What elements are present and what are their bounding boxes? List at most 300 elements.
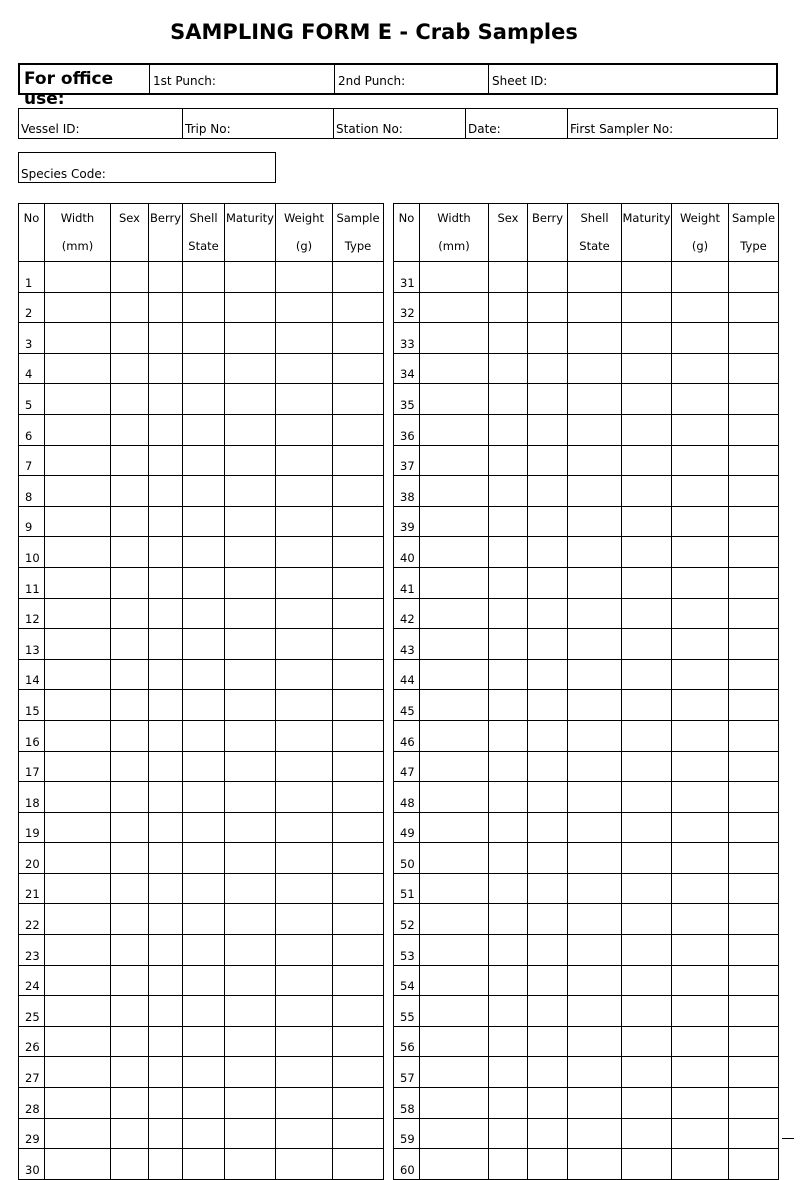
entry-cell[interactable]	[489, 567, 528, 598]
entry-cell[interactable]	[420, 812, 489, 843]
entry-cell[interactable]	[149, 353, 183, 384]
entry-cell[interactable]	[528, 965, 568, 996]
entry-cell[interactable]	[729, 720, 779, 751]
entry-cell[interactable]	[489, 414, 528, 445]
entry-cell[interactable]	[149, 598, 183, 629]
entry-cell[interactable]	[729, 904, 779, 935]
entry-cell[interactable]	[149, 1088, 183, 1119]
entry-cell[interactable]	[528, 659, 568, 690]
entry-cell[interactable]	[489, 629, 528, 660]
entry-cell[interactable]	[672, 873, 729, 904]
entry-cell[interactable]	[672, 476, 729, 507]
entry-cell[interactable]	[276, 353, 333, 384]
entry-cell[interactable]	[183, 843, 225, 874]
entry-cell[interactable]	[333, 445, 384, 476]
entry-cell[interactable]	[276, 1118, 333, 1149]
entry-cell[interactable]	[568, 629, 622, 660]
entry-cell[interactable]	[568, 1026, 622, 1057]
entry-cell[interactable]	[225, 629, 276, 660]
entry-cell[interactable]	[420, 1118, 489, 1149]
entry-cell[interactable]	[149, 935, 183, 966]
entry-cell[interactable]	[729, 384, 779, 415]
entry-cell[interactable]	[183, 414, 225, 445]
entry-cell[interactable]	[489, 1088, 528, 1119]
entry-cell[interactable]	[111, 598, 149, 629]
entry-cell[interactable]	[276, 445, 333, 476]
entry-cell[interactable]	[45, 1088, 111, 1119]
entry-cell[interactable]	[149, 414, 183, 445]
entry-cell[interactable]	[672, 1118, 729, 1149]
entry-cell[interactable]	[528, 445, 568, 476]
entry-cell[interactable]	[183, 506, 225, 537]
species-code-field[interactable]: Species Code:	[18, 152, 276, 183]
entry-cell[interactable]	[111, 262, 149, 293]
entry-cell[interactable]	[729, 292, 779, 323]
entry-cell[interactable]	[622, 323, 672, 354]
entry-cell[interactable]	[225, 1088, 276, 1119]
entry-cell[interactable]	[183, 1088, 225, 1119]
entry-cell[interactable]	[276, 904, 333, 935]
entry-cell[interactable]	[149, 843, 183, 874]
entry-cell[interactable]	[622, 537, 672, 568]
entry-cell[interactable]	[333, 751, 384, 782]
entry-cell[interactable]	[622, 782, 672, 813]
entry-cell[interactable]	[622, 506, 672, 537]
entry-cell[interactable]	[729, 812, 779, 843]
entry-cell[interactable]	[276, 292, 333, 323]
entry-cell[interactable]	[568, 1149, 622, 1180]
entry-cell[interactable]	[276, 476, 333, 507]
entry-cell[interactable]	[420, 965, 489, 996]
entry-cell[interactable]	[276, 659, 333, 690]
entry-cell[interactable]	[111, 1088, 149, 1119]
entry-cell[interactable]	[45, 812, 111, 843]
entry-cell[interactable]	[729, 1057, 779, 1088]
entry-cell[interactable]	[672, 598, 729, 629]
entry-cell[interactable]	[489, 965, 528, 996]
entry-cell[interactable]	[420, 414, 489, 445]
entry-cell[interactable]	[622, 690, 672, 721]
entry-cell[interactable]	[333, 935, 384, 966]
entry-cell[interactable]	[183, 1057, 225, 1088]
entry-cell[interactable]	[528, 812, 568, 843]
entry-cell[interactable]	[149, 262, 183, 293]
entry-cell[interactable]	[225, 873, 276, 904]
entry-cell[interactable]	[149, 873, 183, 904]
entry-cell[interactable]	[333, 1118, 384, 1149]
entry-cell[interactable]	[489, 353, 528, 384]
entry-cell[interactable]	[45, 629, 111, 660]
entry-cell[interactable]	[568, 323, 622, 354]
entry-cell[interactable]	[183, 751, 225, 782]
entry-cell[interactable]	[729, 659, 779, 690]
entry-cell[interactable]	[672, 262, 729, 293]
entry-cell[interactable]	[149, 445, 183, 476]
entry-cell[interactable]	[333, 843, 384, 874]
entry-cell[interactable]	[276, 567, 333, 598]
date-field[interactable]: Date:	[466, 109, 568, 138]
entry-cell[interactable]	[276, 965, 333, 996]
entry-cell[interactable]	[622, 567, 672, 598]
entry-cell[interactable]	[111, 537, 149, 568]
entry-cell[interactable]	[276, 1057, 333, 1088]
second-punch-field[interactable]: 2nd Punch:	[335, 65, 489, 93]
entry-cell[interactable]	[276, 414, 333, 445]
entry-cell[interactable]	[568, 659, 622, 690]
entry-cell[interactable]	[622, 476, 672, 507]
entry-cell[interactable]	[729, 414, 779, 445]
entry-cell[interactable]	[225, 1149, 276, 1180]
entry-cell[interactable]	[225, 262, 276, 293]
entry-cell[interactable]	[622, 384, 672, 415]
entry-cell[interactable]	[528, 690, 568, 721]
entry-cell[interactable]	[729, 262, 779, 293]
entry-cell[interactable]	[672, 690, 729, 721]
entry-cell[interactable]	[489, 1057, 528, 1088]
entry-cell[interactable]	[528, 537, 568, 568]
entry-cell[interactable]	[333, 720, 384, 751]
entry-cell[interactable]	[622, 1088, 672, 1119]
entry-cell[interactable]	[149, 384, 183, 415]
entry-cell[interactable]	[276, 629, 333, 660]
entry-cell[interactable]	[183, 812, 225, 843]
entry-cell[interactable]	[420, 690, 489, 721]
entry-cell[interactable]	[622, 873, 672, 904]
entry-cell[interactable]	[45, 323, 111, 354]
entry-cell[interactable]	[111, 1026, 149, 1057]
entry-cell[interactable]	[45, 567, 111, 598]
entry-cell[interactable]	[729, 690, 779, 721]
entry-cell[interactable]	[420, 506, 489, 537]
entry-cell[interactable]	[729, 476, 779, 507]
entry-cell[interactable]	[420, 873, 489, 904]
entry-cell[interactable]	[111, 659, 149, 690]
entry-cell[interactable]	[111, 445, 149, 476]
entry-cell[interactable]	[225, 935, 276, 966]
entry-cell[interactable]	[622, 445, 672, 476]
entry-cell[interactable]	[149, 720, 183, 751]
entry-cell[interactable]	[489, 476, 528, 507]
entry-cell[interactable]	[420, 537, 489, 568]
entry-cell[interactable]	[225, 476, 276, 507]
vessel-id-field[interactable]: Vessel ID:	[19, 109, 183, 138]
entry-cell[interactable]	[111, 965, 149, 996]
entry-cell[interactable]	[333, 812, 384, 843]
entry-cell[interactable]	[568, 262, 622, 293]
entry-cell[interactable]	[333, 262, 384, 293]
entry-cell[interactable]	[420, 1026, 489, 1057]
entry-cell[interactable]	[111, 751, 149, 782]
entry-cell[interactable]	[111, 904, 149, 935]
entry-cell[interactable]	[225, 414, 276, 445]
entry-cell[interactable]	[528, 843, 568, 874]
entry-cell[interactable]	[276, 262, 333, 293]
entry-cell[interactable]	[149, 751, 183, 782]
entry-cell[interactable]	[225, 659, 276, 690]
entry-cell[interactable]	[622, 1149, 672, 1180]
entry-cell[interactable]	[528, 506, 568, 537]
entry-cell[interactable]	[183, 782, 225, 813]
entry-cell[interactable]	[225, 996, 276, 1027]
entry-cell[interactable]	[568, 384, 622, 415]
entry-cell[interactable]	[225, 1026, 276, 1057]
entry-cell[interactable]	[622, 598, 672, 629]
trip-no-field[interactable]: Trip No:	[183, 109, 334, 138]
entry-cell[interactable]	[149, 323, 183, 354]
entry-cell[interactable]	[149, 1057, 183, 1088]
entry-cell[interactable]	[333, 782, 384, 813]
entry-cell[interactable]	[672, 1026, 729, 1057]
entry-cell[interactable]	[420, 720, 489, 751]
entry-cell[interactable]	[489, 873, 528, 904]
entry-cell[interactable]	[225, 904, 276, 935]
entry-cell[interactable]	[420, 384, 489, 415]
entry-cell[interactable]	[183, 476, 225, 507]
entry-cell[interactable]	[622, 1118, 672, 1149]
entry-cell[interactable]	[729, 751, 779, 782]
entry-cell[interactable]	[528, 873, 568, 904]
entry-cell[interactable]	[45, 414, 111, 445]
entry-cell[interactable]	[622, 965, 672, 996]
entry-cell[interactable]	[183, 690, 225, 721]
entry-cell[interactable]	[111, 567, 149, 598]
entry-cell[interactable]	[672, 445, 729, 476]
entry-cell[interactable]	[276, 751, 333, 782]
entry-cell[interactable]	[622, 843, 672, 874]
entry-cell[interactable]	[225, 445, 276, 476]
entry-cell[interactable]	[45, 690, 111, 721]
entry-cell[interactable]	[276, 598, 333, 629]
entry-cell[interactable]	[622, 1026, 672, 1057]
entry-cell[interactable]	[225, 506, 276, 537]
entry-cell[interactable]	[333, 567, 384, 598]
entry-cell[interactable]	[729, 873, 779, 904]
entry-cell[interactable]	[672, 659, 729, 690]
entry-cell[interactable]	[420, 598, 489, 629]
entry-cell[interactable]	[672, 537, 729, 568]
entry-cell[interactable]	[568, 935, 622, 966]
entry-cell[interactable]	[528, 720, 568, 751]
entry-cell[interactable]	[489, 1118, 528, 1149]
entry-cell[interactable]	[183, 445, 225, 476]
entry-cell[interactable]	[276, 812, 333, 843]
entry-cell[interactable]	[568, 414, 622, 445]
entry-cell[interactable]	[149, 1026, 183, 1057]
entry-cell[interactable]	[672, 292, 729, 323]
entry-cell[interactable]	[672, 965, 729, 996]
entry-cell[interactable]	[568, 812, 622, 843]
entry-cell[interactable]	[672, 812, 729, 843]
entry-cell[interactable]	[111, 476, 149, 507]
entry-cell[interactable]	[149, 292, 183, 323]
entry-cell[interactable]	[225, 323, 276, 354]
entry-cell[interactable]	[149, 537, 183, 568]
entry-cell[interactable]	[149, 567, 183, 598]
entry-cell[interactable]	[729, 323, 779, 354]
entry-cell[interactable]	[276, 1149, 333, 1180]
entry-cell[interactable]	[183, 629, 225, 660]
entry-cell[interactable]	[528, 384, 568, 415]
entry-cell[interactable]	[528, 598, 568, 629]
entry-cell[interactable]	[489, 720, 528, 751]
entry-cell[interactable]	[568, 782, 622, 813]
entry-cell[interactable]	[420, 843, 489, 874]
entry-cell[interactable]	[149, 476, 183, 507]
entry-cell[interactable]	[672, 323, 729, 354]
entry-cell[interactable]	[333, 292, 384, 323]
entry-cell[interactable]	[729, 537, 779, 568]
entry-cell[interactable]	[225, 812, 276, 843]
entry-cell[interactable]	[489, 659, 528, 690]
entry-cell[interactable]	[45, 598, 111, 629]
entry-cell[interactable]	[183, 567, 225, 598]
entry-cell[interactable]	[622, 353, 672, 384]
entry-cell[interactable]	[183, 1118, 225, 1149]
first-sampler-no-field[interactable]: First Sampler No:	[570, 122, 674, 136]
entry-cell[interactable]	[45, 659, 111, 690]
entry-cell[interactable]	[672, 782, 729, 813]
entry-cell[interactable]	[276, 1088, 333, 1119]
entry-cell[interactable]	[225, 720, 276, 751]
entry-cell[interactable]	[568, 751, 622, 782]
entry-cell[interactable]	[672, 506, 729, 537]
entry-cell[interactable]	[45, 1118, 111, 1149]
entry-cell[interactable]	[111, 629, 149, 660]
entry-cell[interactable]	[45, 262, 111, 293]
entry-cell[interactable]	[111, 414, 149, 445]
entry-cell[interactable]	[568, 996, 622, 1027]
entry-cell[interactable]	[420, 353, 489, 384]
entry-cell[interactable]	[225, 1057, 276, 1088]
entry-cell[interactable]	[45, 537, 111, 568]
entry-cell[interactable]	[528, 262, 568, 293]
entry-cell[interactable]	[45, 996, 111, 1027]
entry-cell[interactable]	[149, 690, 183, 721]
entry-cell[interactable]	[183, 1026, 225, 1057]
entry-cell[interactable]	[183, 935, 225, 966]
entry-cell[interactable]	[149, 812, 183, 843]
entry-cell[interactable]	[489, 782, 528, 813]
entry-cell[interactable]	[528, 1057, 568, 1088]
entry-cell[interactable]	[568, 537, 622, 568]
entry-cell[interactable]	[276, 782, 333, 813]
entry-cell[interactable]	[225, 567, 276, 598]
entry-cell[interactable]	[729, 353, 779, 384]
entry-cell[interactable]	[333, 996, 384, 1027]
entry-cell[interactable]	[622, 1057, 672, 1088]
entry-cell[interactable]	[489, 996, 528, 1027]
entry-cell[interactable]	[333, 414, 384, 445]
entry-cell[interactable]	[45, 904, 111, 935]
entry-cell[interactable]	[568, 1057, 622, 1088]
entry-cell[interactable]	[420, 996, 489, 1027]
entry-cell[interactable]	[276, 720, 333, 751]
entry-cell[interactable]	[672, 629, 729, 660]
entry-cell[interactable]	[528, 292, 568, 323]
entry-cell[interactable]	[111, 1118, 149, 1149]
entry-cell[interactable]	[149, 506, 183, 537]
entry-cell[interactable]	[528, 1118, 568, 1149]
entry-cell[interactable]	[333, 1149, 384, 1180]
entry-cell[interactable]	[568, 690, 622, 721]
entry-cell[interactable]	[111, 384, 149, 415]
entry-cell[interactable]	[622, 812, 672, 843]
entry-cell[interactable]	[528, 751, 568, 782]
entry-cell[interactable]	[420, 1057, 489, 1088]
entry-cell[interactable]	[528, 567, 568, 598]
entry-cell[interactable]	[568, 567, 622, 598]
entry-cell[interactable]	[568, 445, 622, 476]
entry-cell[interactable]	[276, 384, 333, 415]
entry-cell[interactable]	[672, 720, 729, 751]
entry-cell[interactable]	[333, 384, 384, 415]
entry-cell[interactable]	[276, 873, 333, 904]
entry-cell[interactable]	[333, 476, 384, 507]
entry-cell[interactable]	[45, 965, 111, 996]
entry-cell[interactable]	[183, 353, 225, 384]
entry-cell[interactable]	[333, 506, 384, 537]
entry-cell[interactable]	[276, 1026, 333, 1057]
entry-cell[interactable]	[489, 506, 528, 537]
entry-cell[interactable]	[111, 720, 149, 751]
entry-cell[interactable]	[225, 537, 276, 568]
entry-cell[interactable]	[149, 904, 183, 935]
entry-cell[interactable]	[183, 659, 225, 690]
entry-cell[interactable]	[111, 1149, 149, 1180]
entry-cell[interactable]	[183, 537, 225, 568]
entry-cell[interactable]	[622, 996, 672, 1027]
entry-cell[interactable]	[111, 323, 149, 354]
entry-cell[interactable]	[183, 262, 225, 293]
entry-cell[interactable]	[225, 782, 276, 813]
entry-cell[interactable]	[489, 935, 528, 966]
entry-cell[interactable]	[622, 629, 672, 660]
entry-cell[interactable]	[420, 476, 489, 507]
entry-cell[interactable]	[276, 996, 333, 1027]
entry-cell[interactable]	[225, 598, 276, 629]
entry-cell[interactable]	[489, 445, 528, 476]
entry-cell[interactable]	[528, 1026, 568, 1057]
entry-cell[interactable]	[276, 843, 333, 874]
entry-cell[interactable]	[729, 1149, 779, 1180]
entry-cell[interactable]	[45, 1149, 111, 1180]
entry-cell[interactable]	[672, 843, 729, 874]
entry-cell[interactable]	[225, 965, 276, 996]
entry-cell[interactable]	[489, 904, 528, 935]
entry-cell[interactable]	[568, 506, 622, 537]
entry-cell[interactable]	[528, 1149, 568, 1180]
entry-cell[interactable]	[111, 812, 149, 843]
entry-cell[interactable]	[149, 996, 183, 1027]
entry-cell[interactable]	[333, 965, 384, 996]
entry-cell[interactable]	[276, 690, 333, 721]
entry-cell[interactable]	[622, 659, 672, 690]
entry-cell[interactable]	[333, 353, 384, 384]
entry-cell[interactable]	[672, 353, 729, 384]
entry-cell[interactable]	[45, 720, 111, 751]
entry-cell[interactable]	[729, 1026, 779, 1057]
entry-cell[interactable]	[45, 1026, 111, 1057]
entry-cell[interactable]	[45, 506, 111, 537]
entry-cell[interactable]	[528, 904, 568, 935]
entry-cell[interactable]	[45, 935, 111, 966]
entry-cell[interactable]	[489, 812, 528, 843]
entry-cell[interactable]	[225, 690, 276, 721]
entry-cell[interactable]	[568, 1118, 622, 1149]
entry-cell[interactable]	[183, 720, 225, 751]
entry-cell[interactable]	[111, 1057, 149, 1088]
entry-cell[interactable]	[45, 1057, 111, 1088]
